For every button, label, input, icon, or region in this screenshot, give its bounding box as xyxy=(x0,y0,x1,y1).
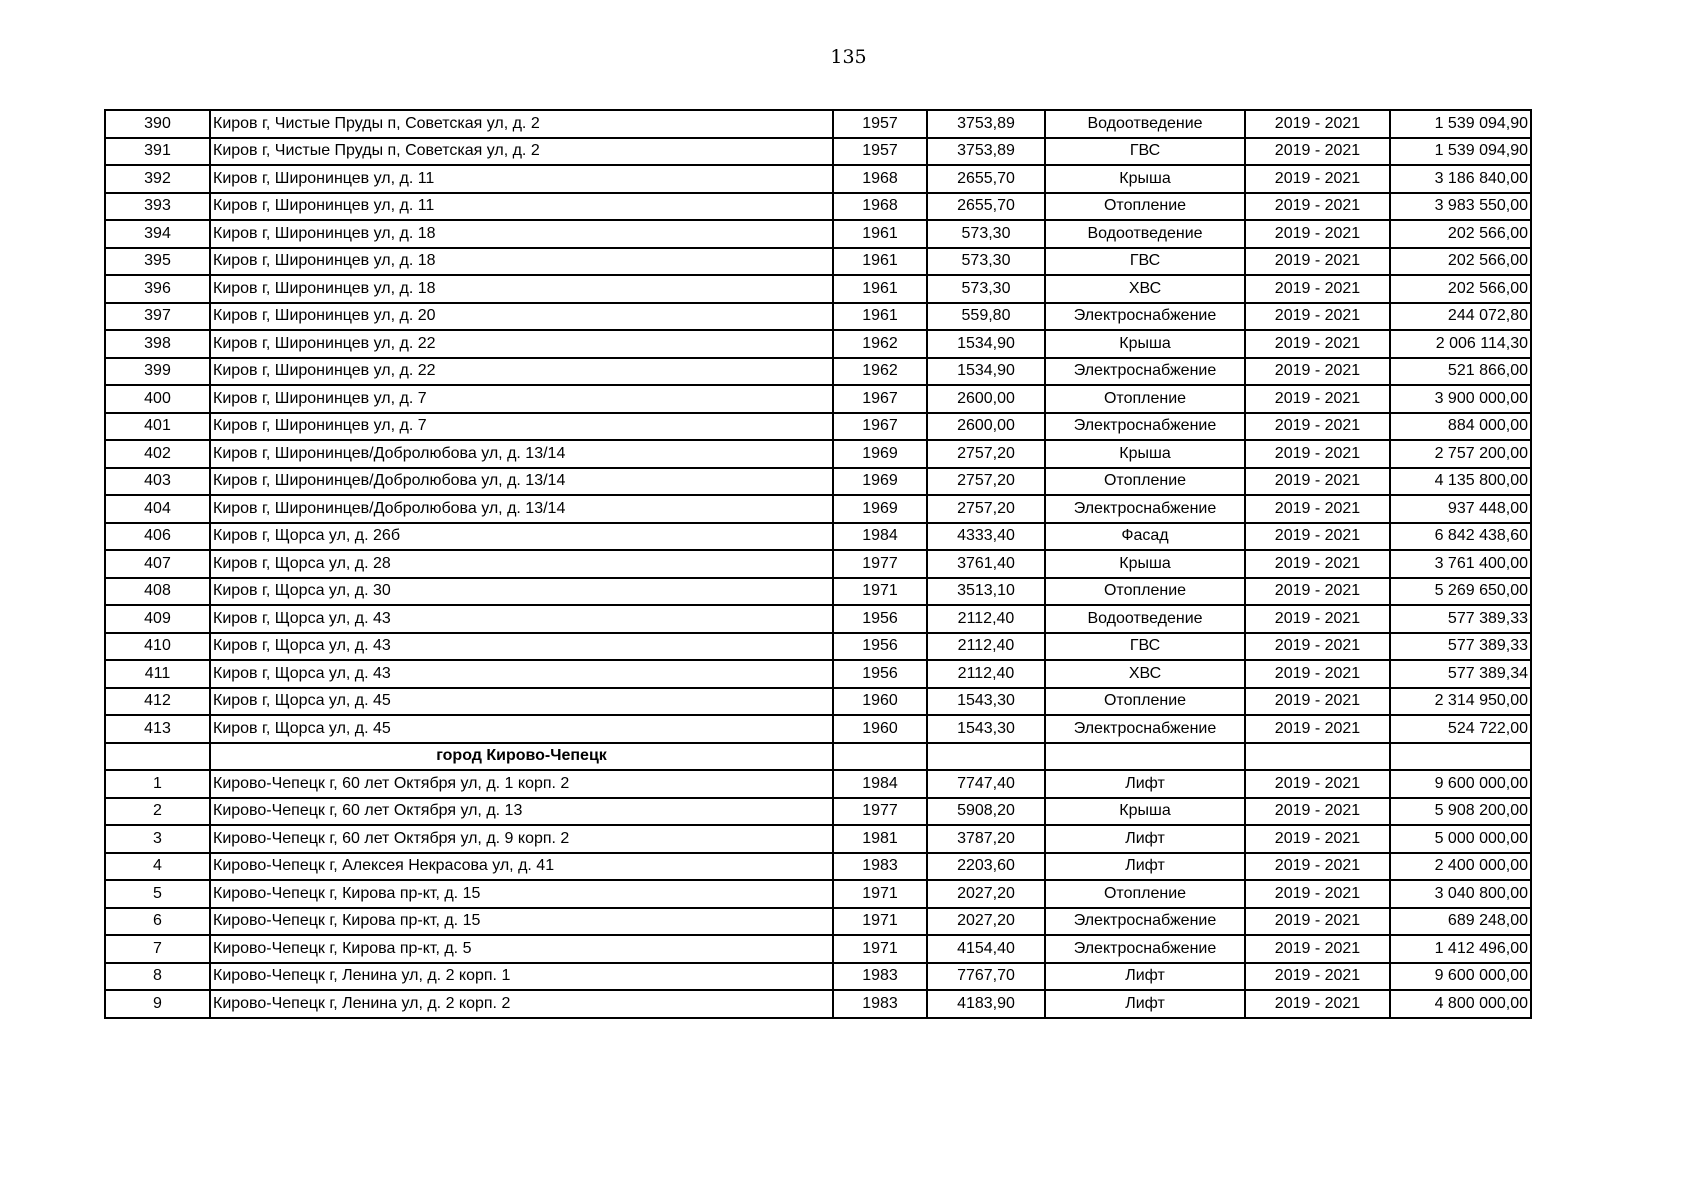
row-number-cell: 406 xyxy=(105,523,210,551)
address-cell: Кирово-Чепецк г, Кирова пр-кт, д. 15 xyxy=(210,908,833,936)
work-type-cell: Крыша xyxy=(1045,440,1245,468)
address-cell: Кирово-Чепецк г, Кирова пр-кт, д. 5 xyxy=(210,935,833,963)
address-cell: Кирово-Чепецк г, 60 лет Октября ул, д. 1 корп. 2 xyxy=(210,770,833,798)
table-row xyxy=(105,935,1531,963)
cost-cell: 4 800 000,00 xyxy=(1390,990,1531,1018)
row-number-cell: 412 xyxy=(105,688,210,716)
work-type-cell: Электроснабжение xyxy=(1045,495,1245,523)
row-number-cell: 392 xyxy=(105,165,210,193)
area-cell: 2600,00 xyxy=(927,413,1045,441)
area-cell: 2027,20 xyxy=(927,908,1045,936)
row-number-cell: 407 xyxy=(105,550,210,578)
period-cell: 2019 - 2021 xyxy=(1245,358,1390,386)
row-number-cell: 9 xyxy=(105,990,210,1018)
period-cell: 2019 - 2021 xyxy=(1245,633,1390,661)
table-row xyxy=(105,770,1531,798)
row-number-cell: 402 xyxy=(105,440,210,468)
work-type-cell: Лифт xyxy=(1045,990,1245,1018)
cost-cell: 3 186 840,00 xyxy=(1390,165,1531,193)
area-cell: 2112,40 xyxy=(927,660,1045,688)
year-built-cell: 1981 xyxy=(833,825,927,853)
address-cell: Киров г, Щорса ул, д. 45 xyxy=(210,715,833,743)
area-cell: 2757,20 xyxy=(927,440,1045,468)
address-cell: Киров г, Широнинцев ул, д. 18 xyxy=(210,248,833,276)
year-built-cell: 1967 xyxy=(833,385,927,413)
address-cell: Кирово-Чепецк г, 60 лет Октября ул, д. 9 корп. 2 xyxy=(210,825,833,853)
empty-cell xyxy=(1390,743,1531,771)
period-cell: 2019 - 2021 xyxy=(1245,660,1390,688)
address-cell: Кирово-Чепецк г, Ленина ул, д. 2 корп. 2 xyxy=(210,990,833,1018)
table-row xyxy=(105,578,1531,606)
address-cell: Киров г, Широнинцев/Добролюбова ул, д. 13/14 xyxy=(210,440,833,468)
table-row xyxy=(105,275,1531,303)
table-row xyxy=(105,605,1531,633)
area-cell: 573,30 xyxy=(927,275,1045,303)
area-cell: 1543,30 xyxy=(927,688,1045,716)
address-cell: Киров г, Широнинцев/Добролюбова ул, д. 13/14 xyxy=(210,495,833,523)
year-built-cell: 1967 xyxy=(833,413,927,441)
table-row xyxy=(105,715,1531,743)
year-built-cell: 1957 xyxy=(833,138,927,166)
area-cell: 3753,89 xyxy=(927,110,1045,138)
period-cell: 2019 - 2021 xyxy=(1245,385,1390,413)
row-number-cell: 6 xyxy=(105,908,210,936)
empty-cell xyxy=(105,743,210,771)
address-cell: Кирово-Чепецк г, Алексея Некрасова ул, д. 41 xyxy=(210,853,833,881)
year-built-cell: 1969 xyxy=(833,495,927,523)
work-type-cell: Отопление xyxy=(1045,880,1245,908)
table-row xyxy=(105,880,1531,908)
address-cell: Киров г, Широнинцев ул, д. 20 xyxy=(210,303,833,331)
table-row xyxy=(105,963,1531,991)
table-row xyxy=(105,660,1531,688)
period-cell: 2019 - 2021 xyxy=(1245,550,1390,578)
period-cell: 2019 - 2021 xyxy=(1245,825,1390,853)
period-cell: 2019 - 2021 xyxy=(1245,688,1390,716)
work-type-cell: Лифт xyxy=(1045,853,1245,881)
year-built-cell: 1984 xyxy=(833,523,927,551)
work-type-cell: Лифт xyxy=(1045,770,1245,798)
period-cell: 2019 - 2021 xyxy=(1245,935,1390,963)
row-number-cell: 400 xyxy=(105,385,210,413)
year-built-cell: 1971 xyxy=(833,880,927,908)
year-built-cell: 1957 xyxy=(833,110,927,138)
period-cell: 2019 - 2021 xyxy=(1245,303,1390,331)
area-cell: 3513,10 xyxy=(927,578,1045,606)
table-row xyxy=(105,110,1531,138)
cost-cell: 937 448,00 xyxy=(1390,495,1531,523)
work-type-cell: Фасад xyxy=(1045,523,1245,551)
cost-cell: 2 006 114,30 xyxy=(1390,330,1531,358)
row-number-cell: 399 xyxy=(105,358,210,386)
year-built-cell: 1956 xyxy=(833,605,927,633)
period-cell: 2019 - 2021 xyxy=(1245,165,1390,193)
row-number-cell: 7 xyxy=(105,935,210,963)
work-type-cell: Отопление xyxy=(1045,193,1245,221)
cost-cell: 2 314 950,00 xyxy=(1390,688,1531,716)
row-number-cell: 8 xyxy=(105,963,210,991)
period-cell: 2019 - 2021 xyxy=(1245,413,1390,441)
address-cell: Киров г, Широнинцев ул, д. 7 xyxy=(210,413,833,441)
area-cell: 2655,70 xyxy=(927,165,1045,193)
row-number-cell: 397 xyxy=(105,303,210,331)
work-type-cell: Лифт xyxy=(1045,825,1245,853)
table-row xyxy=(105,550,1531,578)
area-cell: 2112,40 xyxy=(927,605,1045,633)
table-row xyxy=(105,468,1531,496)
year-built-cell: 1962 xyxy=(833,358,927,386)
table-body xyxy=(105,110,1531,1018)
work-type-cell: ГВС xyxy=(1045,633,1245,661)
cost-cell: 5 000 000,00 xyxy=(1390,825,1531,853)
row-number-cell: 401 xyxy=(105,413,210,441)
row-number-cell: 413 xyxy=(105,715,210,743)
table-row xyxy=(105,138,1531,166)
cost-cell: 577 389,33 xyxy=(1390,633,1531,661)
row-number-cell: 408 xyxy=(105,578,210,606)
table-row xyxy=(105,523,1531,551)
table-row xyxy=(105,853,1531,881)
period-cell: 2019 - 2021 xyxy=(1245,275,1390,303)
work-type-cell: Электроснабжение xyxy=(1045,715,1245,743)
cost-cell: 2 757 200,00 xyxy=(1390,440,1531,468)
address-cell: Киров г, Щорса ул, д. 43 xyxy=(210,633,833,661)
cost-cell: 577 389,34 xyxy=(1390,660,1531,688)
row-number-cell: 395 xyxy=(105,248,210,276)
area-cell: 2027,20 xyxy=(927,880,1045,908)
cost-cell: 5 908 200,00 xyxy=(1390,798,1531,826)
area-cell: 1534,90 xyxy=(927,330,1045,358)
address-cell: Киров г, Широнинцев ул, д. 11 xyxy=(210,193,833,221)
cost-cell: 689 248,00 xyxy=(1390,908,1531,936)
table-row xyxy=(105,193,1531,221)
cost-cell: 577 389,33 xyxy=(1390,605,1531,633)
area-cell: 1534,90 xyxy=(927,358,1045,386)
work-type-cell: ГВС xyxy=(1045,248,1245,276)
period-cell: 2019 - 2021 xyxy=(1245,495,1390,523)
address-cell: Киров г, Щорса ул, д. 43 xyxy=(210,660,833,688)
work-type-cell: Отопление xyxy=(1045,385,1245,413)
register-table xyxy=(104,109,1532,1019)
address-cell: Киров г, Широнинцев ул, д. 22 xyxy=(210,330,833,358)
period-cell: 2019 - 2021 xyxy=(1245,798,1390,826)
work-type-cell: ХВС xyxy=(1045,275,1245,303)
year-built-cell: 1956 xyxy=(833,660,927,688)
area-cell: 3753,89 xyxy=(927,138,1045,166)
row-number-cell: 390 xyxy=(105,110,210,138)
year-built-cell: 1960 xyxy=(833,688,927,716)
work-type-cell: Водоотведение xyxy=(1045,605,1245,633)
year-built-cell: 1983 xyxy=(833,963,927,991)
table-row xyxy=(105,798,1531,826)
period-cell: 2019 - 2021 xyxy=(1245,880,1390,908)
area-cell: 4333,40 xyxy=(927,523,1045,551)
area-cell: 5908,20 xyxy=(927,798,1045,826)
period-cell: 2019 - 2021 xyxy=(1245,715,1390,743)
cost-cell: 9 600 000,00 xyxy=(1390,770,1531,798)
year-built-cell: 1984 xyxy=(833,770,927,798)
area-cell: 7747,40 xyxy=(927,770,1045,798)
row-number-cell: 404 xyxy=(105,495,210,523)
cost-cell: 524 722,00 xyxy=(1390,715,1531,743)
period-cell: 2019 - 2021 xyxy=(1245,908,1390,936)
work-type-cell: Электроснабжение xyxy=(1045,358,1245,386)
cost-cell: 2 400 000,00 xyxy=(1390,853,1531,881)
year-built-cell: 1968 xyxy=(833,165,927,193)
cost-cell: 1 412 496,00 xyxy=(1390,935,1531,963)
work-type-cell: Крыша xyxy=(1045,165,1245,193)
row-number-cell: 4 xyxy=(105,853,210,881)
year-built-cell: 1960 xyxy=(833,715,927,743)
work-type-cell: Электроснабжение xyxy=(1045,303,1245,331)
cost-cell: 4 135 800,00 xyxy=(1390,468,1531,496)
row-number-cell: 396 xyxy=(105,275,210,303)
address-cell: Киров г, Широнинцев/Добролюбова ул, д. 13/14 xyxy=(210,468,833,496)
area-cell: 4183,90 xyxy=(927,990,1045,1018)
period-cell: 2019 - 2021 xyxy=(1245,990,1390,1018)
work-type-cell: Отопление xyxy=(1045,688,1245,716)
period-cell: 2019 - 2021 xyxy=(1245,853,1390,881)
section-title: город Кирово-Чепецк xyxy=(210,743,833,771)
work-type-cell: Крыша xyxy=(1045,330,1245,358)
area-cell: 3787,20 xyxy=(927,825,1045,853)
year-built-cell: 1969 xyxy=(833,440,927,468)
work-type-cell: Электроснабжение xyxy=(1045,413,1245,441)
address-cell: Киров г, Широнинцев ул, д. 22 xyxy=(210,358,833,386)
table-row xyxy=(105,220,1531,248)
cost-cell: 3 040 800,00 xyxy=(1390,880,1531,908)
period-cell: 2019 - 2021 xyxy=(1245,468,1390,496)
cost-cell: 884 000,00 xyxy=(1390,413,1531,441)
year-built-cell: 1962 xyxy=(833,330,927,358)
table-row xyxy=(105,825,1531,853)
empty-cell xyxy=(833,743,927,771)
cost-cell: 1 539 094,90 xyxy=(1390,110,1531,138)
address-cell: Киров г, Широнинцев ул, д. 18 xyxy=(210,275,833,303)
cost-cell: 202 566,00 xyxy=(1390,275,1531,303)
address-cell: Кирово-Чепецк г, Ленина ул, д. 2 корп. 1 xyxy=(210,963,833,991)
year-built-cell: 1968 xyxy=(833,193,927,221)
cost-cell: 3 983 550,00 xyxy=(1390,193,1531,221)
table-row xyxy=(105,248,1531,276)
row-number-cell: 2 xyxy=(105,798,210,826)
work-type-cell: Электроснабжение xyxy=(1045,935,1245,963)
cost-cell: 3 900 000,00 xyxy=(1390,385,1531,413)
table-row xyxy=(105,385,1531,413)
table-row xyxy=(105,440,1531,468)
address-cell: Киров г, Широнинцев ул, д. 11 xyxy=(210,165,833,193)
work-type-cell: Отопление xyxy=(1045,578,1245,606)
table-row xyxy=(105,413,1531,441)
row-number-cell: 403 xyxy=(105,468,210,496)
work-type-cell: ГВС xyxy=(1045,138,1245,166)
period-cell: 2019 - 2021 xyxy=(1245,578,1390,606)
address-cell: Киров г, Щорса ул, д. 45 xyxy=(210,688,833,716)
address-cell: Киров г, Щорса ул, д. 30 xyxy=(210,578,833,606)
year-built-cell: 1961 xyxy=(833,248,927,276)
table-row xyxy=(105,633,1531,661)
area-cell: 2203,60 xyxy=(927,853,1045,881)
cost-cell: 3 761 400,00 xyxy=(1390,550,1531,578)
period-cell: 2019 - 2021 xyxy=(1245,138,1390,166)
empty-cell xyxy=(1045,743,1245,771)
table-row xyxy=(105,165,1531,193)
area-cell: 573,30 xyxy=(927,248,1045,276)
year-built-cell: 1983 xyxy=(833,853,927,881)
row-number-cell: 5 xyxy=(105,880,210,908)
area-cell: 4154,40 xyxy=(927,935,1045,963)
year-built-cell: 1969 xyxy=(833,468,927,496)
year-built-cell: 1971 xyxy=(833,578,927,606)
period-cell: 2019 - 2021 xyxy=(1245,523,1390,551)
year-built-cell: 1956 xyxy=(833,633,927,661)
row-number-cell: 409 xyxy=(105,605,210,633)
table-row xyxy=(105,908,1531,936)
address-cell: Киров г, Чистые Пруды п, Советская ул, д. 2 xyxy=(210,138,833,166)
cost-cell: 202 566,00 xyxy=(1390,248,1531,276)
table-row xyxy=(105,358,1531,386)
section-header-row xyxy=(105,743,1531,771)
address-cell: Кирово-Чепецк г, 60 лет Октября ул, д. 13 xyxy=(210,798,833,826)
year-built-cell: 1977 xyxy=(833,550,927,578)
address-cell: Киров г, Широнинцев ул, д. 7 xyxy=(210,385,833,413)
year-built-cell: 1961 xyxy=(833,220,927,248)
row-number-cell: 3 xyxy=(105,825,210,853)
row-number-cell: 398 xyxy=(105,330,210,358)
work-type-cell: Электроснабжение xyxy=(1045,908,1245,936)
work-type-cell: Водоотведение xyxy=(1045,110,1245,138)
table-row xyxy=(105,688,1531,716)
period-cell: 2019 - 2021 xyxy=(1245,248,1390,276)
area-cell: 2112,40 xyxy=(927,633,1045,661)
address-cell: Киров г, Широнинцев ул, д. 18 xyxy=(210,220,833,248)
table-row xyxy=(105,303,1531,331)
row-number-cell: 393 xyxy=(105,193,210,221)
area-cell: 559,80 xyxy=(927,303,1045,331)
table-row xyxy=(105,495,1531,523)
address-cell: Киров г, Щорса ул, д. 43 xyxy=(210,605,833,633)
area-cell: 7767,70 xyxy=(927,963,1045,991)
cost-cell: 202 566,00 xyxy=(1390,220,1531,248)
work-type-cell: Отопление xyxy=(1045,468,1245,496)
year-built-cell: 1961 xyxy=(833,303,927,331)
period-cell: 2019 - 2021 xyxy=(1245,440,1390,468)
work-type-cell: Лифт xyxy=(1045,963,1245,991)
cost-cell: 1 539 094,90 xyxy=(1390,138,1531,166)
work-type-cell: Крыша xyxy=(1045,798,1245,826)
table-row xyxy=(105,990,1531,1018)
period-cell: 2019 - 2021 xyxy=(1245,330,1390,358)
period-cell: 2019 - 2021 xyxy=(1245,605,1390,633)
cost-cell: 5 269 650,00 xyxy=(1390,578,1531,606)
year-built-cell: 1971 xyxy=(833,935,927,963)
area-cell: 2757,20 xyxy=(927,495,1045,523)
address-cell: Кирово-Чепецк г, Кирова пр-кт, д. 15 xyxy=(210,880,833,908)
address-cell: Киров г, Чистые Пруды п, Советская ул, д. 2 xyxy=(210,110,833,138)
work-type-cell: ХВС xyxy=(1045,660,1245,688)
empty-cell xyxy=(927,743,1045,771)
period-cell: 2019 - 2021 xyxy=(1245,220,1390,248)
row-number-cell: 394 xyxy=(105,220,210,248)
period-cell: 2019 - 2021 xyxy=(1245,963,1390,991)
year-built-cell: 1971 xyxy=(833,908,927,936)
empty-cell xyxy=(1245,743,1390,771)
cost-cell: 244 072,80 xyxy=(1390,303,1531,331)
row-number-cell: 391 xyxy=(105,138,210,166)
cost-cell: 9 600 000,00 xyxy=(1390,963,1531,991)
area-cell: 573,30 xyxy=(927,220,1045,248)
year-built-cell: 1983 xyxy=(833,990,927,1018)
period-cell: 2019 - 2021 xyxy=(1245,770,1390,798)
row-number-cell: 410 xyxy=(105,633,210,661)
work-type-cell: Крыша xyxy=(1045,550,1245,578)
area-cell: 2655,70 xyxy=(927,193,1045,221)
row-number-cell: 1 xyxy=(105,770,210,798)
cost-cell: 6 842 438,60 xyxy=(1390,523,1531,551)
year-built-cell: 1961 xyxy=(833,275,927,303)
table-row xyxy=(105,330,1531,358)
area-cell: 2757,20 xyxy=(927,468,1045,496)
area-cell: 1543,30 xyxy=(927,715,1045,743)
work-type-cell: Водоотведение xyxy=(1045,220,1245,248)
area-cell: 3761,40 xyxy=(927,550,1045,578)
period-cell: 2019 - 2021 xyxy=(1245,110,1390,138)
period-cell: 2019 - 2021 xyxy=(1245,193,1390,221)
page-number: 135 xyxy=(830,46,867,68)
address-cell: Киров г, Щорса ул, д. 28 xyxy=(210,550,833,578)
cost-cell: 521 866,00 xyxy=(1390,358,1531,386)
row-number-cell: 411 xyxy=(105,660,210,688)
year-built-cell: 1977 xyxy=(833,798,927,826)
address-cell: Киров г, Щорса ул, д. 26б xyxy=(210,523,833,551)
area-cell: 2600,00 xyxy=(927,385,1045,413)
